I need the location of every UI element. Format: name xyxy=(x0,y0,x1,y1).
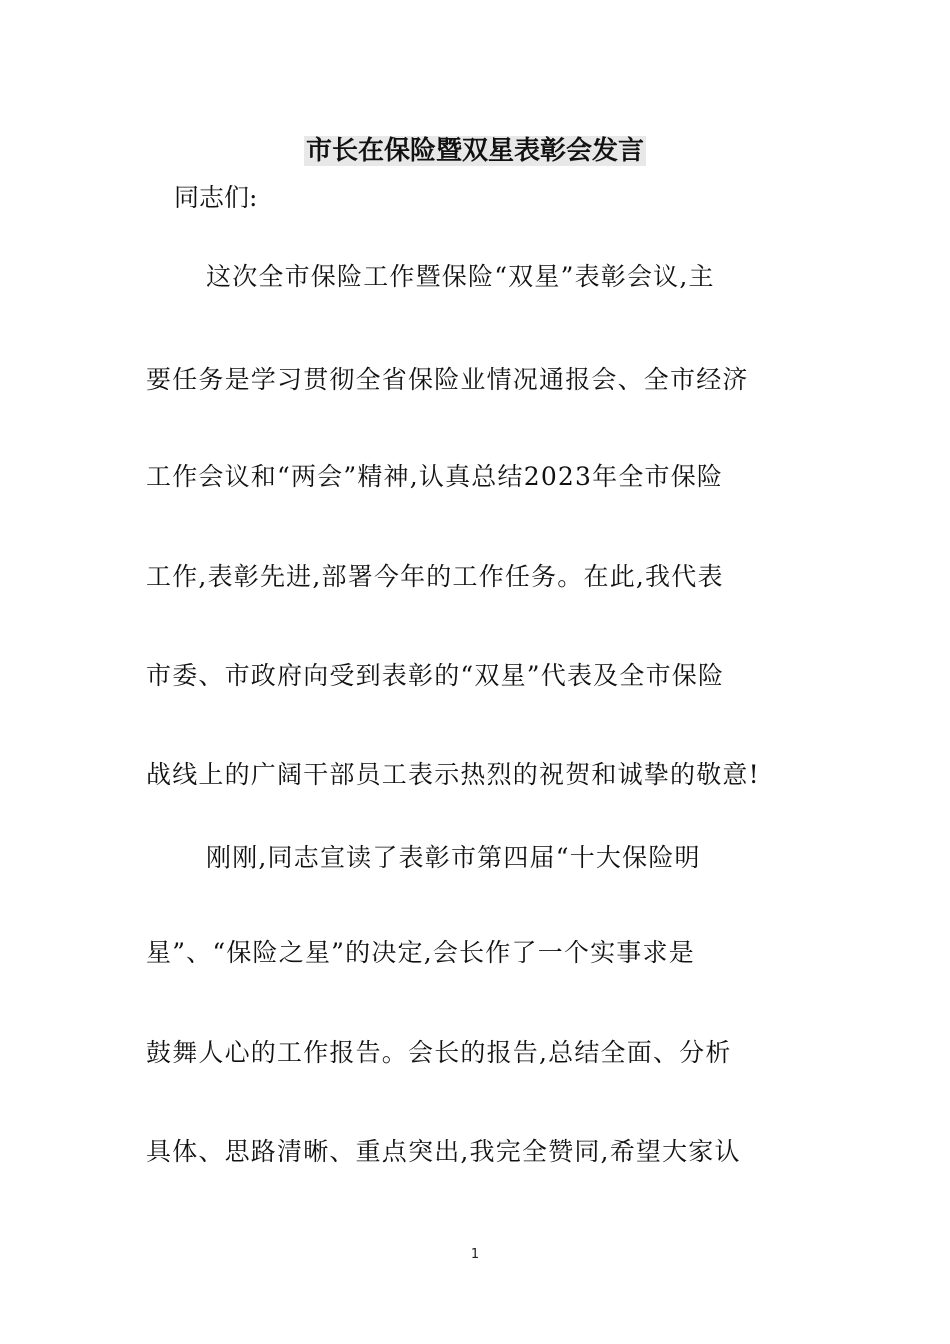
paragraph-1-line-4: 工作,表彰先进,部署今年的工作任务。在此,我代表 xyxy=(146,562,724,591)
paragraph-2-line-4: 具体、思路清晰、重点突出,我完全赞同,希望大家认 xyxy=(146,1137,741,1166)
paragraph-1-line-1: 这次全市保险工作暨保险“双星”表彰会议,主 xyxy=(206,262,715,291)
paragraph-2-line-2: 星”、“保险之星”的决定,会长作了一个实事求是 xyxy=(146,938,695,967)
salutation: 同志们: xyxy=(174,183,258,212)
document-title-text: 市长在保险暨双星表彰会发言 xyxy=(305,136,644,166)
page-number: 1 xyxy=(470,1247,480,1262)
paragraph-1-line-3: 工作会议和“两会”精神,认真总结2023年全市保险 xyxy=(146,462,724,491)
paragraph-1-line-5: 市委、市政府向受到表彰的“双星”代表及全市保险 xyxy=(146,661,725,690)
document-title xyxy=(0,131,950,171)
paragraph-2-line-3: 鼓舞人心的工作报告。会长的报告,总结全面、分析 xyxy=(146,1038,732,1067)
paragraph-1-line-6: 战线上的广阔干部员工表示热烈的祝贺和诚挚的敬意! xyxy=(146,760,760,789)
paragraph-1-line-2: 要任务是学习贯彻全省保险业情况通报会、全市经济 xyxy=(146,365,749,394)
paragraph-2-line-1: 刚刚,同志宣读了表彰市第四届“十大保险明 xyxy=(206,843,701,872)
